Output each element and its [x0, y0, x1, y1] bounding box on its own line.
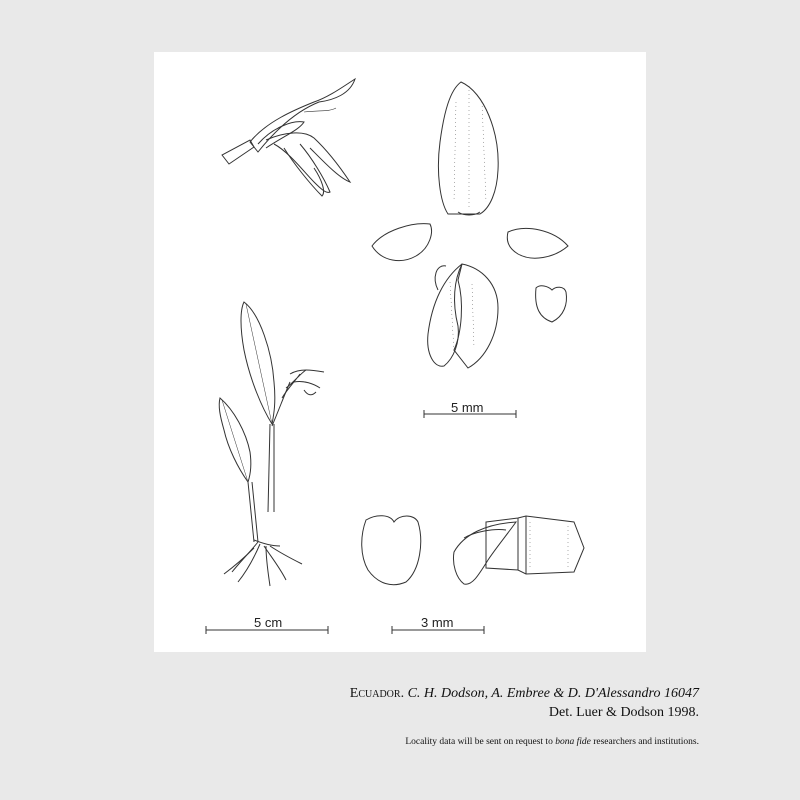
left-petal — [372, 224, 431, 261]
note-text-italic: bona fide — [555, 737, 591, 747]
caption-collection — [350, 686, 699, 702]
caption-locality-note — [405, 737, 699, 747]
scale-label-3mm: 3 mm — [421, 615, 454, 630]
caption-collectors: C. H. Dodson, A. Embree & D. D'Alessandro 16047 — [407, 686, 699, 701]
scale-label-5mm: 5 mm — [451, 400, 484, 415]
illustration-plate — [154, 52, 646, 652]
botanical-drawing — [154, 52, 646, 652]
whole-plant — [219, 302, 324, 586]
column-side-view — [453, 516, 584, 584]
scale-label-5cm: 5 cm — [254, 615, 283, 630]
dorsal-sepal — [438, 82, 498, 215]
note-text-start: Locality data will be sent on request to — [405, 737, 556, 747]
flower-side-view — [222, 79, 355, 196]
lip-front-view — [362, 516, 421, 585]
lip-small — [536, 286, 567, 322]
lateral-sepals — [428, 264, 498, 368]
right-petal — [507, 228, 568, 258]
note-text-end: researchers and institutions. — [590, 737, 699, 747]
caption-country: Ecuador. — [349, 686, 405, 701]
caption-determination: Det. Luer & Dodson 1998. — [548, 705, 699, 720]
